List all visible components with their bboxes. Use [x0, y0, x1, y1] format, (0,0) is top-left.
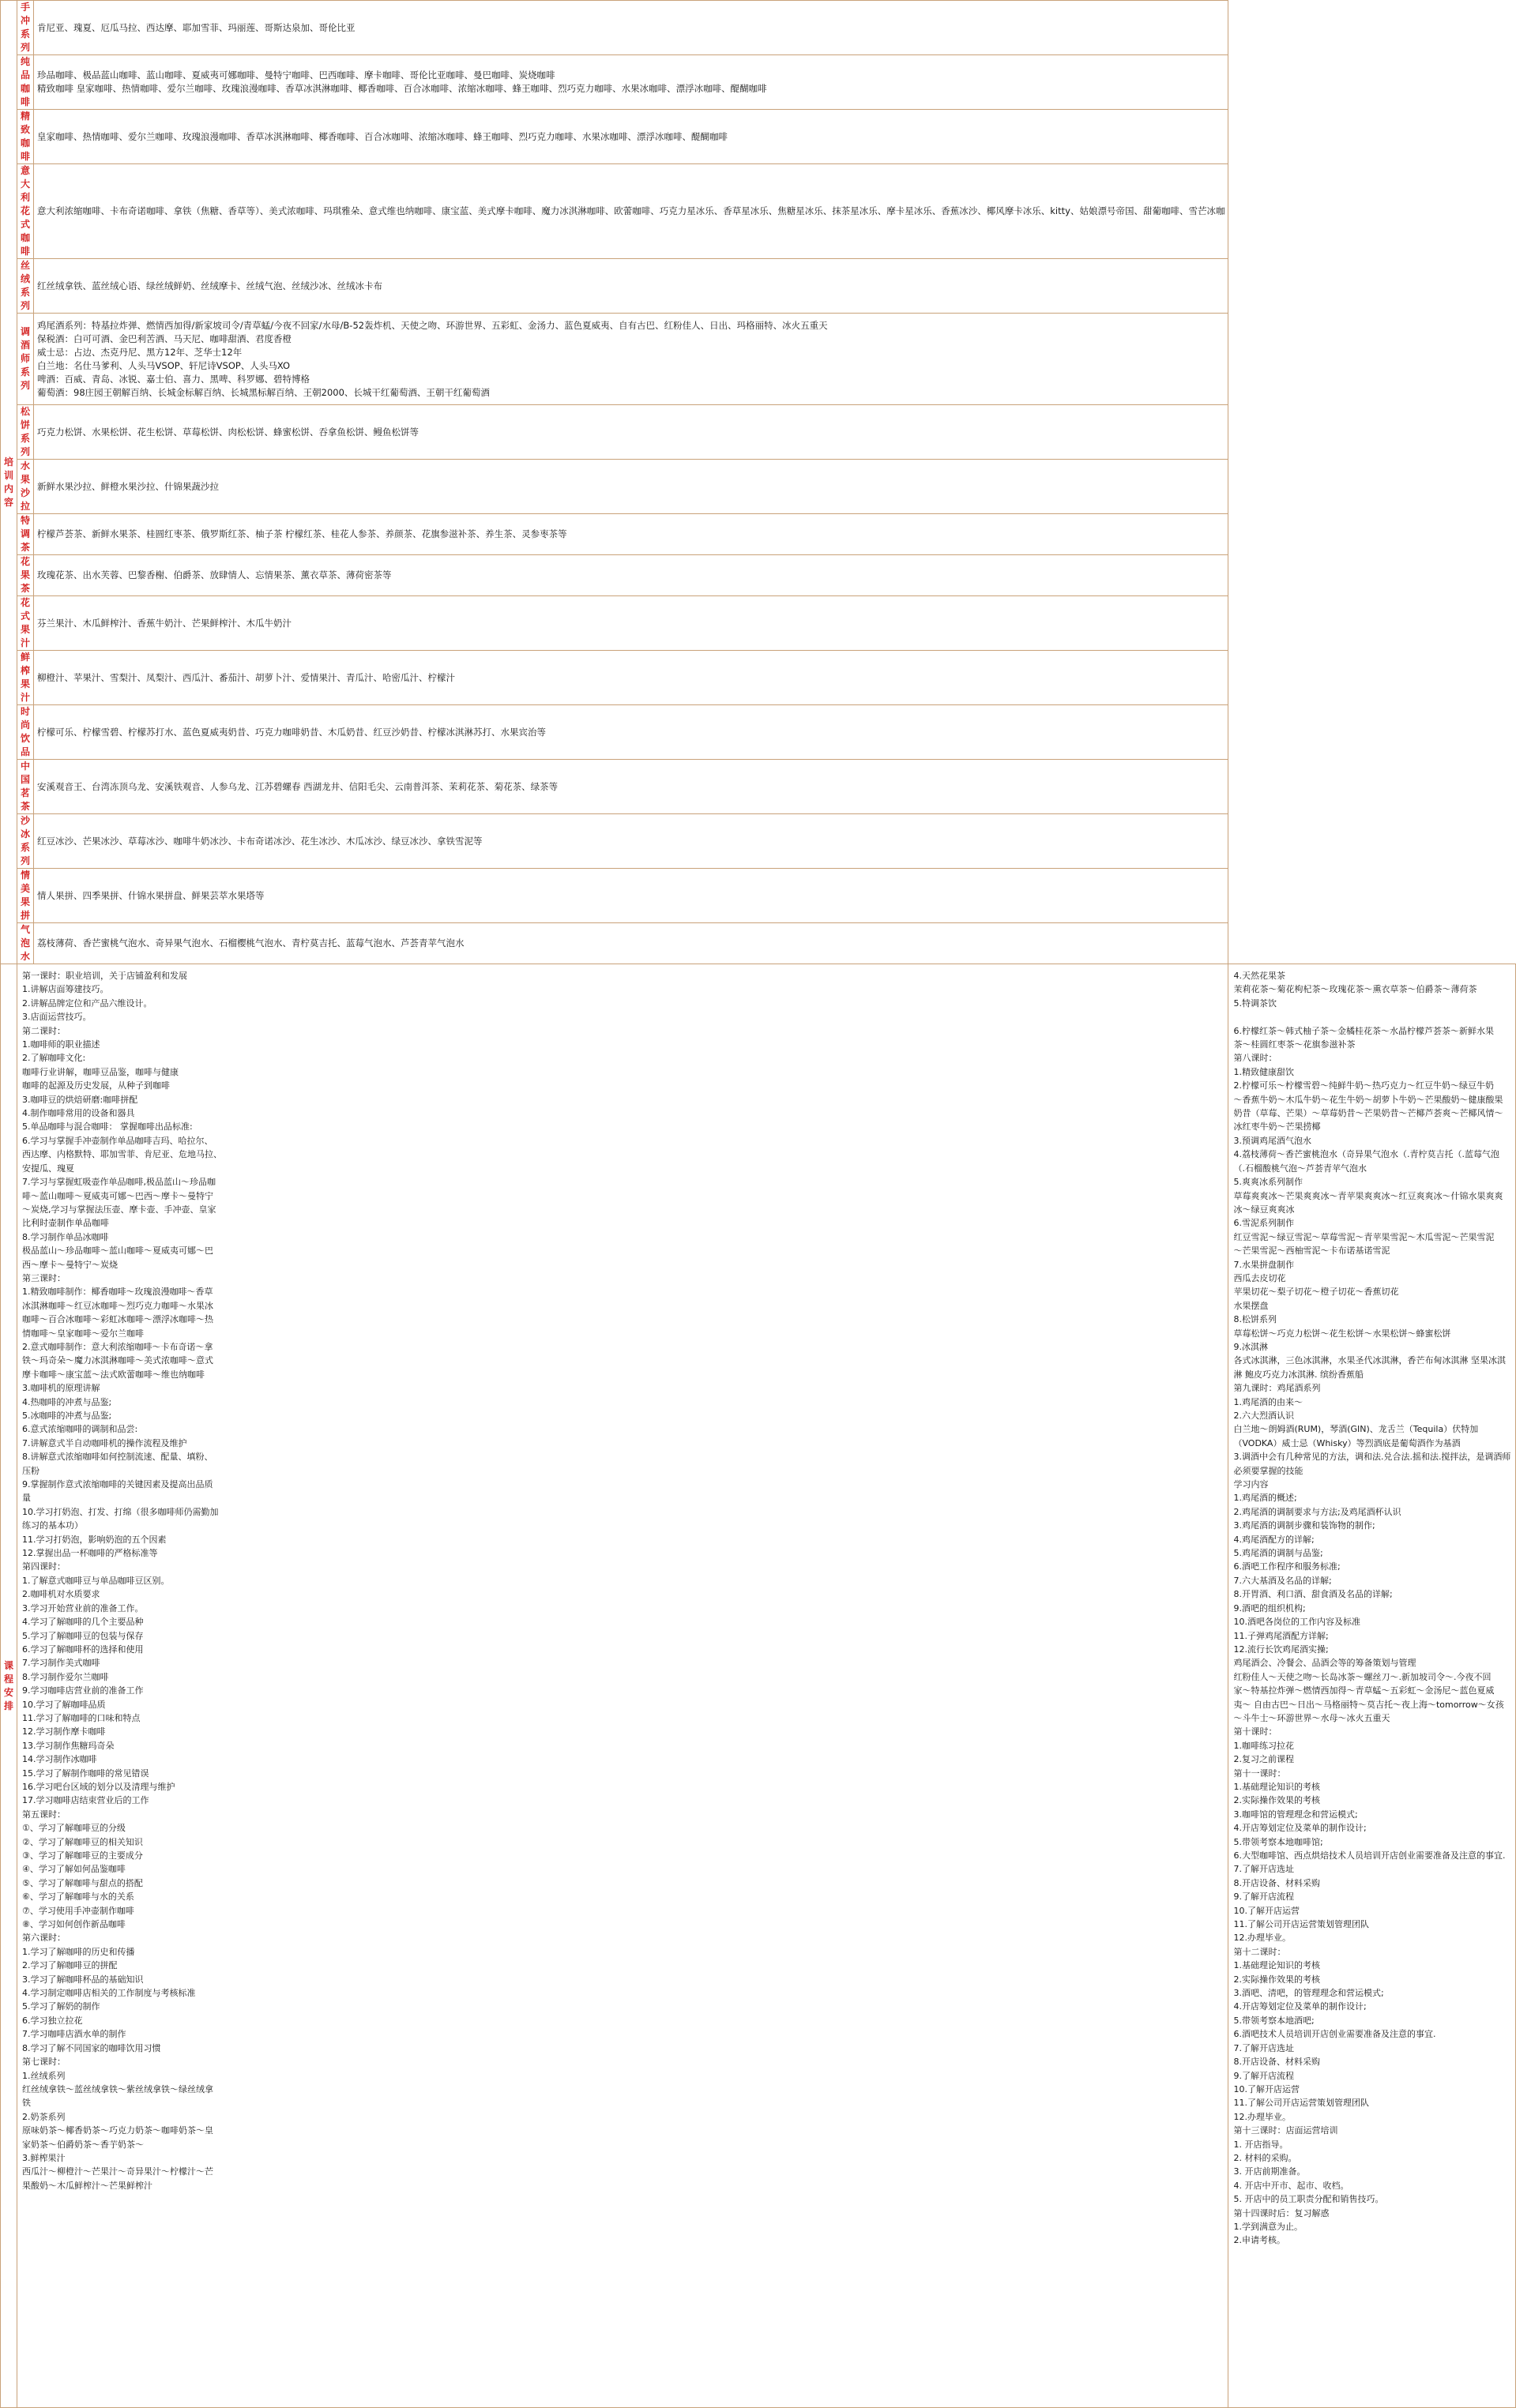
content-line: 玫瑰花茶、出水芙蓉、巴黎香榭、伯爵茶、放肆情人、忘情果茶、薰衣草茶、薄荷密茶等 [37, 569, 392, 580]
category-content [34, 814, 1228, 869]
schedule-line: 第七课时： [22, 2057, 66, 2068]
schedule-line: 7.六大基酒及名品的详解; [1233, 1575, 1332, 1586]
category-label: 特调茶 [17, 514, 34, 555]
content-row [1, 814, 1516, 869]
content-row [1, 110, 1516, 164]
section-label-schedule: 课程安排 [1, 964, 17, 2408]
schedule-right-column [1228, 964, 1516, 2408]
schedule-line: ⑧、学习如何创作新品咖啡 [22, 1919, 126, 1930]
content-line: 柠檬可乐、柠檬雪碧、柠檬苏打水、蓝色夏威夷奶昔、巧克力咖啡奶昔、木瓜奶昔、红豆沙奶昔、柠檬冰淇淋苏打、水果宾治等 [37, 726, 547, 738]
category-label: 时尚饮品 [17, 705, 34, 760]
content-line: 巧克力松饼、水果松饼、花生松饼、草莓松饼、肉松松饼、蜂蜜松饼、吞拿鱼松饼、鳗鱼松饼等 [37, 426, 419, 438]
schedule-line: 7.讲解意式半自动咖啡机的操作流程及维护 [22, 1437, 187, 1448]
category-label: 沙冰系列 [17, 814, 34, 869]
category-label: 意大利花式咖啡 [17, 164, 34, 259]
category-content [34, 314, 1228, 405]
schedule-line: 5.爽爽冰系列制作 [1233, 1177, 1303, 1188]
schedule-line: ⑤、学习了解咖啡与甜点的搭配 [22, 1877, 143, 1888]
schedule-line: 2.柠檬可乐～柠檬雪碧～纯鲜牛奶～热巧克力～红豆牛奶～绿豆牛奶 [1233, 1080, 1494, 1091]
schedule-line: 草莓松饼～巧克力松饼～花生松饼～水果松饼～蜂蜜松饼 [1233, 1328, 1451, 1339]
category-label: 手冲系列 [17, 1, 34, 55]
schedule-line: 冰～绿豆爽爽冰 [1233, 1204, 1295, 1215]
schedule-line: 红粉佳人～天使之吻～长岛冰茶～螺丝刀～.新加坡司令～.今夜不回 [1233, 1671, 1492, 1682]
schedule-line: ～香蕉牛奶～木瓜牛奶～花生牛奶～胡萝卜牛奶～芒果酸奶～健康酸果 [1233, 1094, 1503, 1105]
schedule-line: 6.柠檬红茶～韩式柚子茶～金橘桂花茶～水晶柠檬芦荟茶～新鲜水果 [1233, 1025, 1494, 1036]
schedule-line: 2.了解咖啡文化: [22, 1053, 86, 1064]
content-line: 安溪观音王、台湾冻顶乌龙、安溪铁观音、人参乌龙、江苏碧螺春 西湖龙井、信阳毛尖、云南普洱茶、茉莉花茶、菊花茶、绿茶等 [37, 780, 559, 792]
schedule-line [1233, 1010, 1510, 1024]
schedule-line: 第八课时： [1233, 1053, 1277, 1064]
schedule-line: 9.酒吧的组织机构; [1233, 1602, 1306, 1613]
category-label: 气泡水 [17, 923, 34, 964]
category-content [34, 1, 1228, 55]
schedule-line: 5.学习了解咖啡豆的包装与保存 [22, 1630, 144, 1641]
content-line: 精致咖啡 皇家咖啡、热情咖啡、爱尔兰咖啡、玫瑰浪漫咖啡、香草冰淇淋咖啡、椰香咖啡、百合冰咖啡、浓缩冰咖啡、蜂王咖啡、烈巧克力咖啡、水果冰咖啡、漂浮冰咖啡、醍醐咖啡 [37, 83, 767, 94]
schedule-line: 5.带领考察本地酒吧; [1233, 2015, 1315, 2026]
schedule-line: ②、学习了解咖啡豆的相关知识 [22, 1836, 143, 1847]
schedule-line: ①、学习了解咖啡豆的分级 [22, 1823, 126, 1834]
schedule-line: 5.冰咖啡的冲煮与品鉴; [22, 1411, 112, 1421]
schedule-line: 冰淇淋咖啡～红豆冰咖啡～烈巧克力咖啡～水果冰 [22, 1300, 214, 1311]
schedule-line: 1. 开店指导。 [1233, 2139, 1288, 2150]
schedule-line: 8.讲解意式浓缩咖啡如何控制流速、配量、填粉、 [22, 1452, 213, 1463]
schedule-line: 5.特调茶饮 [1233, 997, 1277, 1009]
schedule-line: 15.学习了解制作咖啡的常见错误 [22, 1767, 149, 1779]
schedule-line: 10.了解开店运营 [1233, 2083, 1300, 2094]
schedule-line: 西达摩、内格默特、耶加雪菲、肯尼亚、危地马拉、 [22, 1149, 223, 1160]
schedule-line: 6.雪泥系列制作 [1233, 1218, 1294, 1229]
category-content [34, 55, 1228, 110]
schedule-line: 量 [22, 1493, 32, 1504]
category-content [34, 164, 1228, 259]
schedule-line: 第十四课时后：复习解惑 [1233, 2207, 1330, 2218]
schedule-line: 草莓爽爽冰～芒果爽爽冰～青苹果爽爽冰～红豆爽爽冰～什锦水果爽爽 [1233, 1190, 1503, 1201]
schedule-line: 1.咖啡练习拉花 [1233, 1740, 1294, 1751]
schedule-line: 1.了解意式咖啡豆与单品咖啡豆区别。 [22, 1575, 170, 1586]
schedule-line: 第二课时： [22, 1025, 66, 1036]
schedule-line: 淋 鲍皮巧克力冰淇淋. 缤纷香蕉船 [1233, 1369, 1364, 1380]
content-row [1, 651, 1516, 705]
category-content [34, 760, 1228, 814]
schedule-line: 8.学习制作爱尔兰咖啡 [22, 1671, 109, 1682]
content-row [1, 259, 1516, 314]
schedule-line: 咖啡的起源及历史发展，从种子到咖啡 [22, 1080, 171, 1091]
schedule-line: 4.开店筹划定位及菜单的制作设计; [1233, 2001, 1367, 2012]
schedule-line: 4.热咖啡的冲煮与品鉴; [22, 1396, 112, 1407]
content-row [1, 164, 1516, 259]
schedule-line: 第四课时： [22, 1561, 66, 1572]
schedule-line: 学习内容 [1233, 1479, 1269, 1490]
schedule-line: 2.学习了解咖啡豆的拼配 [22, 1960, 118, 1971]
content-row [1, 405, 1516, 460]
schedule-line: 铁 [22, 2098, 32, 2109]
schedule-line: 4.荔枝薄荷～香芒蜜桃泡水（奇异果气泡水（.青柠莫吉托（.蓝莓气泡 [1233, 1149, 1499, 1160]
schedule-line: 6.学习与掌握手冲壶制作单品咖啡吉玛、哈拉尔、 [22, 1135, 213, 1146]
schedule-line: 第三课时： [22, 1272, 66, 1283]
schedule-line: ⑦、学习使用手冲壶制作咖啡 [22, 1905, 134, 1916]
content-line: 葡萄酒：98庄园王朝解百纳、长城金标解百纳、长城黑标解百纳、王朝2000、长城干红葡萄酒、王朝干红葡萄酒 [37, 386, 490, 398]
category-content [34, 923, 1228, 964]
schedule-line: 压粉 [22, 1465, 40, 1476]
schedule-line: 11.学习了解咖啡的口味和特点 [22, 1712, 141, 1723]
content-line: 肯尼亚、瑰夏、厄瓜马拉、西达摩、耶加雪菲、玛丽莲、哥斯达泉加、哥伦比亚 [37, 21, 355, 33]
schedule-line: 4.学习制定咖啡店相关的工作制度与考核标准 [22, 1988, 196, 1999]
content-line: 芬兰果汁、木瓜鲜榨汁、香蕉牛奶汁、芒果鲜榨汁、木瓜牛奶汁 [37, 617, 292, 629]
content-line: 红豆冰沙、芒果冰沙、草莓冰沙、咖啡牛奶冰沙、卡布奇诺冰沙、花生冰沙、木瓜冰沙、绿豆冰沙、拿铁雪泥等 [37, 835, 483, 847]
content-line: 珍品咖啡、极品蓝山咖啡、蓝山咖啡、夏威夷可娜咖啡、曼特宁咖啡、巴西咖啡、摩卡咖啡、哥伦比亚咖啡、曼巴咖啡、炭烧咖啡 [37, 69, 555, 81]
schedule-line: 1.鸡尾酒的由来～ [1233, 1396, 1303, 1407]
schedule-line: 1.鸡尾酒的概述; [1233, 1493, 1297, 1504]
schedule-line: 练习的基本功） [22, 1520, 84, 1531]
category-content [34, 705, 1228, 760]
category-label: 花果茶 [17, 555, 34, 596]
content-line: 白兰地：名仕马爹利、人头马VSOP、轩尼诗VSOP、人头马XO [37, 359, 291, 371]
schedule-line: 5.鸡尾酒的调制与品鉴; [1233, 1548, 1323, 1559]
schedule-line: 夷～ 自由古巴～日出～马格丽特～莫吉托～夜上海～tomorrow～女孩 [1233, 1699, 1504, 1710]
category-label: 精致咖啡 [17, 110, 34, 164]
schedule-line: 1.讲解店面筹建技巧。 [22, 984, 109, 995]
schedule-line: 2. 材料的采购。 [1233, 2152, 1297, 2163]
category-label: 鲜榨果汁 [17, 651, 34, 705]
content-line: 情人果拼、四季果拼、什锦水果拼盘、鲜果芸萃水果塔等 [37, 889, 265, 901]
schedule-line: 6.意式浓缩咖啡的调制和品尝: [22, 1424, 138, 1435]
schedule-line: 13.学习制作焦糖玛奇朵 [22, 1740, 115, 1751]
schedule-line: 8.开店设备、材料采购 [1233, 1877, 1320, 1888]
schedule-line: ④、学习了解如何品鉴咖啡 [22, 1864, 126, 1875]
schedule-line: 茶～桂圆红枣茶～花旗参滋补茶 [1233, 1039, 1356, 1050]
schedule-line: 7.了解开店选址 [1233, 1864, 1294, 1875]
schedule-line: 2.鸡尾酒的调制要求与方法;及鸡尾酒杯认识 [1233, 1506, 1401, 1517]
schedule-line: 10.学习了解咖啡品质 [22, 1699, 106, 1710]
content-row [1, 923, 1516, 964]
content-row [1, 555, 1516, 596]
content-line: 荔枝薄荷、香芒蜜桃气泡水、奇异果气泡水、石榴樱桃气泡水、青柠莫吉托、蓝莓气泡水、芦荟青苹气泡水 [37, 937, 465, 949]
content-row [1, 55, 1516, 110]
category-content [34, 555, 1228, 596]
schedule-line: 1.丝绒系列 [22, 2070, 66, 2081]
schedule-line: 3.鲜榨果汁 [22, 2152, 66, 2163]
schedule-line: 7.水果拼盘制作 [1233, 1259, 1294, 1270]
schedule-line: ～斗牛士～环游世界～水母～冰火五重天 [1233, 1712, 1390, 1723]
schedule-line: 3.咖啡豆的烘焙研磨:咖啡拼配 [22, 1094, 138, 1105]
schedule-line: 第九课时：鸡尾酒系列 [1233, 1383, 1321, 1394]
content-row [1, 596, 1516, 651]
schedule-line: 12.掌握出品一杯咖啡的严格标准等 [22, 1548, 158, 1559]
category-label: 花式果汁 [17, 596, 34, 651]
schedule-line: 8.学习了解不同国家的咖啡饮用习惯 [22, 2042, 161, 2053]
schedule-line: 6.酒吧工作程序和服务标准; [1233, 1561, 1341, 1572]
schedule-line: 西瓜汁～柳橙汁～芒果汁～奇异果汁～柠檬汁～芒 [22, 2166, 214, 2177]
schedule-line: 果酸奶～木瓜鲜榨汁～芒果鲜榨汁 [22, 2180, 153, 2191]
schedule-line: 10.了解开店运营 [1233, 1905, 1300, 1916]
schedule-line: 6.学习了解咖啡杯的选择和使用 [22, 1644, 144, 1655]
schedule-line: 2.申请考核。 [1233, 2235, 1285, 2246]
schedule-line: 12.办理毕业。 [1233, 1933, 1291, 1944]
schedule-line: 咖啡行业讲解，咖啡豆品鉴，咖啡与健康 [22, 1066, 179, 1077]
category-content [34, 869, 1228, 923]
category-content [34, 596, 1228, 651]
schedule-line: 1.基础理论知识的考核 [1233, 1781, 1320, 1792]
schedule-line: 9.了解开店流程 [1233, 2070, 1294, 2081]
category-content [34, 259, 1228, 314]
content-row [1, 514, 1516, 555]
category-label: 松饼系列 [17, 405, 34, 460]
schedule-line: 情咖啡～皇家咖啡～爱尔兰咖啡 [22, 1328, 145, 1339]
schedule-line: 奶昔（草莓、芒果）～草莓奶昔～芒果奶昔～芒椰芦荟爽～芒椰风情～ [1233, 1108, 1503, 1119]
schedule-line: 3.店面运营技巧。 [22, 1012, 92, 1023]
schedule-line: 2.意式咖啡制作：意大利浓缩咖啡～卡布奇诺～拿 [22, 1341, 213, 1352]
schedule-left-column [17, 964, 1228, 2408]
schedule-line: 冰红枣牛奶～芒果捞椰 [1233, 1121, 1321, 1133]
category-content [34, 110, 1228, 164]
schedule-line: ③、学习了解咖啡豆的主要成分 [22, 1850, 143, 1861]
content-line: 啤酒：百威、青岛、冰锐、嘉士伯、喜力、黑啤、科罗娜、碧特博格 [37, 373, 310, 385]
schedule-line: 白兰地～朗姆酒(RUM)，琴酒(GIN)、龙舌兰（Tequila）伏特加 [1233, 1424, 1479, 1435]
schedule-line: 铁～玛奇朵～魔力冰淇淋咖啡～美式浓咖啡～意式 [22, 1355, 214, 1366]
schedule-line: 6.学习独立拉花 [22, 2015, 83, 2026]
schedule-line: 1.咖啡师的职业描述 [22, 1039, 100, 1050]
category-label: 水果沙拉 [17, 460, 34, 514]
schedule-line: ～炭烧,学习与掌握法压壶、摩卡壶、手冲壶、皇家 [22, 1204, 216, 1215]
category-label: 调酒师系列 [17, 314, 34, 405]
schedule-line: 5.单品咖啡与混合咖啡： 掌握咖啡出品标准: [22, 1121, 193, 1133]
schedule-line: 8.学习制作单品冰咖啡 [22, 1231, 109, 1242]
content-row [1, 705, 1516, 760]
schedule-line: 比利时壶制作单品咖啡 [22, 1218, 110, 1229]
schedule-line: （.石榴酸桃气泡～芦荟青苹气泡水 [1233, 1163, 1367, 1174]
schedule-line: 8.开店设备、材料采购 [1233, 2057, 1320, 2068]
schedule-line: 4. 开店中开市、起市、收档。 [1233, 2180, 1349, 2191]
schedule-line: 11.了解公司开店运营策划管理团队 [1233, 2098, 1369, 2109]
schedule-line: 12.流行长饮鸡尾酒实操; [1233, 1644, 1329, 1655]
schedule-line: 12.办理毕业。 [1233, 2111, 1291, 2122]
schedule-line: 第一课时：职业培训，关于店铺盈利和发展 [22, 971, 188, 981]
schedule-line: 摩卡咖啡～康宝蓝～法式欧蕾咖啡～维也纳咖啡 [22, 1369, 205, 1380]
content-line: 意大利浓缩咖啡、卡布奇诺咖啡、拿铁（焦糖、香草等）、美式浓咖啡、玛琪雅朵、意式维也纳咖啡、康宝蓝、美式摩卡咖啡、魔力冰淇淋咖啡、欧蕾咖啡、巧克力星冰乐、香草星冰乐、焦糖星冰乐、抹茶星冰乐、摩卡星冰乐、香蕉冰沙、椰风摩卡冰乐、kitty、姑娘漂号帝国、甜葡咖啡、雪芒冰咖 [37, 205, 1225, 216]
schedule-line: 鸡尾酒会、冷餐会、品酒会等的筹备策划与管理 [1233, 1658, 1416, 1669]
schedule-line: 咖啡～百合冰咖啡～彩虹冰咖啡～漂浮冰咖啡～热 [22, 1314, 214, 1325]
schedule-line: 安提瓜、瑰夏 [22, 1163, 75, 1174]
schedule-line: 4.鸡尾酒配方的详解; [1233, 1534, 1315, 1545]
schedule-line: 3.调酒中会有几种常见的方法，调和法.兑合法.摇和法.搅拌法，是调酒师 [1233, 1452, 1511, 1463]
schedule-line: 7.学习咖啡店酒水单的制作 [22, 2029, 126, 2040]
schedule-line: 原味奶茶～椰香奶茶～巧克力奶茶～咖啡奶茶～皇 [22, 2125, 214, 2136]
schedule-line: 11.学习打奶泡，影响奶泡的五个因素 [22, 1534, 167, 1545]
schedule-line: 家～特基拉炸弹～燃情西加得～青草蜢～五彩虹～金汤尼～蓝色夏威 [1233, 1685, 1495, 1696]
schedule-line: 11.子弹鸡尾酒配方详解; [1233, 1630, 1329, 1641]
schedule-line: 2.奶茶系列 [22, 2111, 66, 2122]
schedule-line: 2.实际操作效果的考核 [1233, 1974, 1320, 1985]
schedule-line: 5. 开店中的员工职责分配和销售技巧。 [1233, 2194, 1384, 2205]
schedule-line: 9.学习咖啡店营业前的准备工作 [22, 1685, 144, 1696]
schedule-line: 各式冰淇淋，三色冰淇淋，水果圣代冰淇淋，香芒布甸冰淇淋 坚果冰淇 [1233, 1355, 1506, 1366]
schedule-line: 3.咖啡机的原理讲解 [22, 1383, 100, 1394]
schedule-line: 2.讲解品牌定位和产品六维设计。 [22, 997, 152, 1009]
content-line: 红丝绒拿铁、蓝丝绒心语、绿丝绒鲜奶、丝绒摩卡、丝绒气泡、丝绒沙冰、丝绒冰卡布 [37, 280, 383, 291]
category-label: 丝绒系列 [17, 259, 34, 314]
category-label: 中国茗茶 [17, 760, 34, 814]
schedule-line: 5.带领考察本地咖啡馆; [1233, 1836, 1323, 1847]
schedule-line: 7.学习制作美式咖啡 [22, 1658, 100, 1669]
content-row [1, 760, 1516, 814]
schedule-line: 2.复习之前课程 [1233, 1754, 1294, 1765]
schedule-line: 14.学习制作冰咖啡 [22, 1754, 97, 1765]
schedule-line: 第五课时： [22, 1809, 66, 1820]
schedule-line: 1.学习了解咖啡的历史和传播 [22, 1946, 135, 1957]
schedule-line: 西～摩卡～曼特宁～炭烧 [22, 1259, 118, 1270]
schedule-line: 4.开店筹划定位及菜单的制作设计; [1233, 1823, 1367, 1834]
content-row [1, 869, 1516, 923]
schedule-line: ～芒果雪泥～西柚雪泥～卡布诺基诺雪泥 [1233, 1245, 1390, 1257]
schedule-line: 1.精致咖啡制作：椰香咖啡～玫瑰浪漫咖啡～香草 [22, 1287, 213, 1298]
schedule-line: 8.松饼系列 [1233, 1314, 1277, 1325]
schedule-line: 6.酒吧技术人员培训开店创业需要准备及注意的事宜. [1233, 2029, 1436, 2040]
schedule-line: 2.六大烈酒认识 [1233, 1411, 1294, 1421]
schedule-line: 7.学习与掌握虹吸壶作单品咖啡,极品蓝山～珍品咖 [22, 1177, 216, 1188]
schedule-line: 3.酒吧、清吧，的管理理念和营运模式; [1233, 1988, 1384, 1999]
schedule-line: 3.学习开始营业前的准备工作。 [22, 1602, 144, 1613]
schedule-line: ⑥、学习了解咖啡与水的关系 [22, 1891, 134, 1903]
schedule-line: 1.精致健康甜饮 [1233, 1066, 1294, 1077]
schedule-line: 10.酒吧各岗位的工作内容及标准 [1233, 1617, 1360, 1628]
schedule-line: （VODKA）威士忌（Whisky）等烈酒底是葡萄酒作为基酒 [1233, 1437, 1461, 1448]
category-content [34, 514, 1228, 555]
schedule-line: 5.学习了解奶的制作 [22, 2001, 100, 2012]
schedule-line: 4.学习了解咖啡的几个主要品种 [22, 1617, 144, 1628]
schedule-line: 3.鸡尾酒的调制步骤和装饰物的制作; [1233, 1520, 1375, 1531]
content-line: 威士忌：占边、杰克丹尼、黑方12年、芝华士12年 [37, 346, 243, 358]
content-row [1, 314, 1516, 405]
schedule-row [1, 964, 1516, 2408]
category-content [34, 405, 1228, 460]
category-content [34, 460, 1228, 514]
schedule-line: 6.大型咖啡馆、西点烘焙技术人员培训开店创业需要准备及注意的事宜. [1233, 1850, 1506, 1861]
schedule-line: 9.掌握制作意式浓缩咖啡的关键因素及提高出品质 [22, 1479, 213, 1490]
content-line: 保税酒：白可可酒、金巴利苦酒、马天尼、咖啡甜酒、君度香橙 [37, 332, 292, 344]
schedule-line: 3.咖啡馆的管理理念和营运模式; [1233, 1809, 1358, 1820]
schedule-line: 茉莉花茶～菊花枸杞茶～玫瑰花茶～熏衣草茶～伯爵茶～薄荷茶 [1233, 984, 1477, 995]
schedule-line: 第十一课时： [1233, 1767, 1286, 1779]
schedule-line: 3.预调鸡尾酒气泡水 [1233, 1135, 1311, 1146]
content-line: 柳橙汁、苹果汁、雪梨汁、凤梨汁、西瓜汁、番茄汁、胡萝卜汁、爱情果汁、青瓜汁、哈密瓜汁、柠檬汁 [37, 671, 456, 683]
schedule-line: 第十三课时：店面运营培训 [1233, 2125, 1338, 2136]
schedule-line: 第六课时： [22, 1933, 66, 1944]
schedule-line: 4.天然花果茶 [1233, 971, 1285, 981]
schedule-line: 11.了解公司开店运营策划管理团队 [1233, 1919, 1369, 1930]
schedule-line: 9.了解开店流程 [1233, 1891, 1294, 1903]
schedule-line: 17.学习咖啡店结束营业后的工作 [22, 1795, 149, 1806]
schedule-line: 2.实际操作效果的考核 [1233, 1795, 1320, 1806]
schedule-line: 16.学习吧台区域的划分以及清理与维护 [22, 1781, 175, 1792]
schedule-line: 3. 开店前期准备。 [1233, 2166, 1306, 2177]
schedule-line: 9.冰淇淋 [1233, 1341, 1268, 1352]
content-line: 新鲜水果沙拉、鲜橙水果沙拉、什锦果蔬沙拉 [37, 480, 220, 492]
schedule-line: 必须要掌握的技能 [1233, 1465, 1303, 1476]
schedule-line: 红豆雪泥～绿豆雪泥～草莓雪泥～青苹果雪泥～木瓜雪泥～芒果雪泥 [1233, 1231, 1495, 1242]
content-line: 柠檬芦荟茶、新鲜水果茶、桂圆红枣茶、俄罗斯红茶、柚子茶 柠檬红茶、桂花人参茶、养颜茶、花旗参滋补茶、养生茶、灵参枣茶等 [37, 528, 567, 539]
section-label-training-content: 培训内容 [1, 1, 17, 964]
schedule-line: 西瓜去皮切花 [1233, 1272, 1286, 1283]
category-content [34, 651, 1228, 705]
schedule-line: 8.开胃酒、利口酒、甜食酒及名品的详解; [1233, 1589, 1393, 1600]
schedule-line: 1.学到满意为止。 [1233, 2221, 1303, 2232]
schedule-line: 12.学习制作摩卡咖啡 [22, 1726, 106, 1737]
schedule-line: 7.了解开店选址 [1233, 2042, 1294, 2053]
schedule-line: 第十二课时： [1233, 1946, 1286, 1957]
schedule-line: 苹果切花～梨子切花～橙子切花～香蕉切花 [1233, 1287, 1399, 1298]
schedule-line: 10.学习打奶泡、打发、打绵（很多咖啡师仍需勤加 [22, 1506, 219, 1517]
content-line: 皇家咖啡、热情咖啡、爱尔兰咖啡、玫瑰浪漫咖啡、香草冰淇淋咖啡、椰香咖啡、百合冰咖啡、浓缩冰咖啡、蜂王咖啡、烈巧克力咖啡、水果冰咖啡、漂浮冰咖啡、醍醐咖啡 [37, 130, 728, 142]
category-label: 纯品咖啡 [17, 55, 34, 110]
schedule-line: 水果摆盘 [1233, 1300, 1269, 1311]
schedule-line: 第十课时： [1233, 1726, 1277, 1737]
schedule-line: 2.咖啡机对水质要求 [22, 1589, 100, 1600]
schedule-line: 3.学习了解咖啡杯品的基础知识 [22, 1974, 144, 1985]
schedule-line: 1.基础理论知识的考核 [1233, 1960, 1320, 1971]
content-row [1, 1, 1516, 55]
category-label: 情美果拼 [17, 869, 34, 923]
schedule-line: 家奶茶～伯爵奶茶～香芋奶茶～ [22, 2139, 145, 2150]
schedule-line: 啡～蓝山咖啡～夏威夷可娜～巴西～摩卡～曼特宁 [22, 1190, 214, 1201]
content-row [1, 460, 1516, 514]
schedule-line: 4.制作咖啡常用的设备和器具 [22, 1108, 135, 1119]
schedule-line: 极品蓝山～珍品咖啡～蓝山咖啡～夏威夷可娜～巴 [22, 1245, 214, 1257]
content-line: 鸡尾酒系列：特基拉炸弹、燃情西加得/新家坡司令/青草蜢/今夜不回家/水母/B-52轰炸机、天使之吻、环游世界、五彩虹、金汤力、蓝色夏威夷、自有古巴、红粉佳人、日出、玛格丽特、冰火五重天 [37, 319, 828, 331]
schedule-line: 红丝绒拿铁～蓝丝绒拿铁～紫丝绒拿铁～绿丝绒拿 [22, 2083, 214, 2094]
